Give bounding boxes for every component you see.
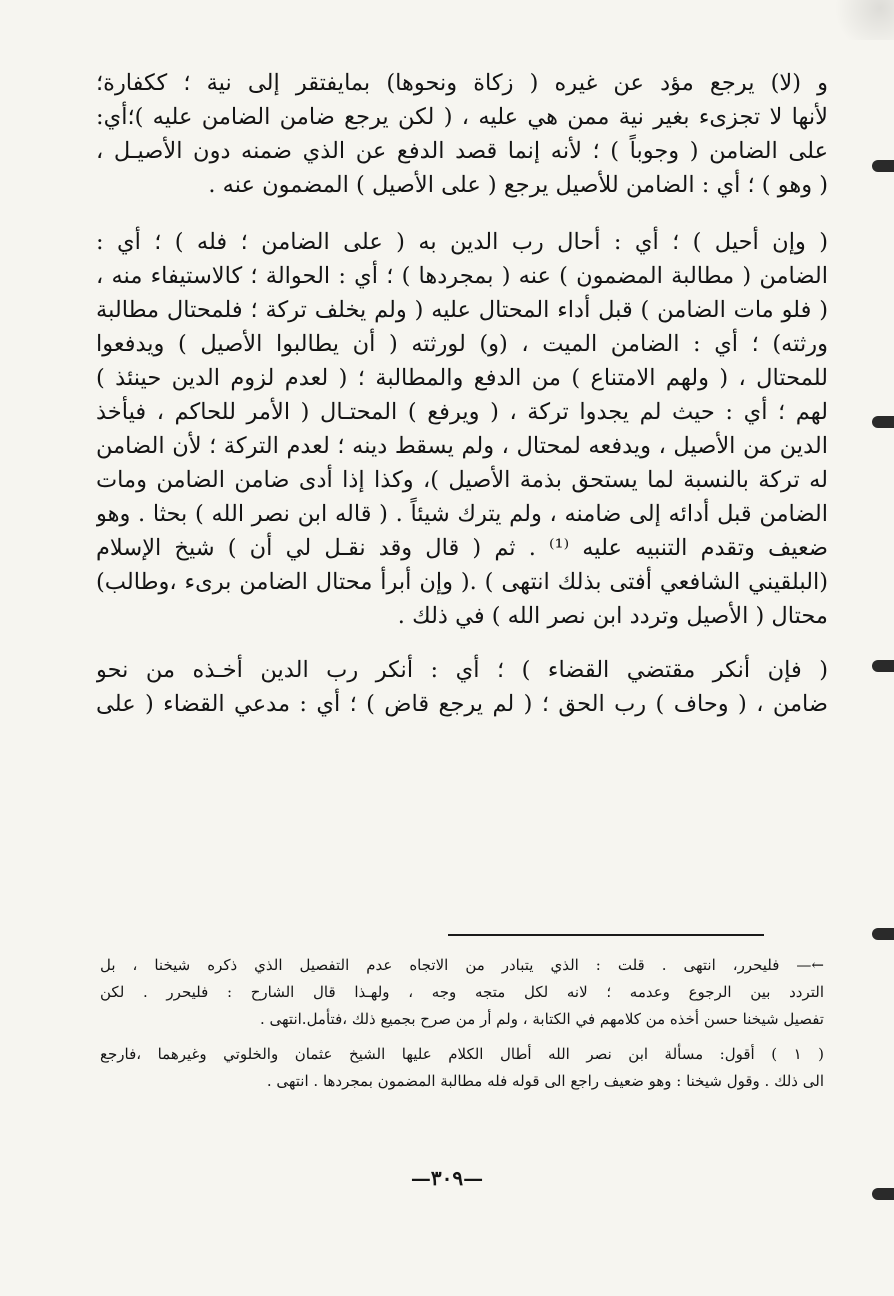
footnote-gap bbox=[100, 1033, 824, 1041]
text-line: للمحتال ، ( ولهم الامتناع ) من الدفع والمطالبة ؛ ( لعدم لزوم الدين حينئذ ) bbox=[96, 365, 828, 391]
text-line: ( وإن أحيل ) ؛ أي : أحال رب الدين به ( على الضامن ؛ فله ) ؛ أي : bbox=[96, 229, 828, 255]
page-number: —٣٠٩— bbox=[410, 1166, 484, 1190]
scan-edge-mark bbox=[872, 1188, 894, 1200]
paragraph-gap bbox=[96, 202, 828, 225]
scan-edge-mark bbox=[872, 660, 894, 672]
text-line: ( فلو مات الضامن ) قبل أداء المحتال عليه ( ولم يخلف تركة ؛ فلمحتال مطالبة bbox=[96, 297, 828, 323]
text-line: ضعيف وتقدم التنبيه عليه ⁽¹⁾ . ثم ( قال وقد نقـل لي أن ) شيخ الإسلام bbox=[96, 535, 828, 561]
text-line: الدين من الأصيل ، ويدفعه لمحتال ، ولم يسقط دينه ؛ لعدم التركة ؛ لأن الضامن bbox=[96, 433, 828, 459]
footnote-line: تفصيل شيخنا حسن أخذه من كلامهم في الكتابة ، ولم أر من صرح بجميع ذلك ،فتأمل.انتهى . bbox=[259, 1010, 824, 1028]
text-line: الضامن ( مطالبة المضمون ) عنه ( بمجردها ) ؛ أي : الحوالة ؛ كالاستيفاء منه ، bbox=[96, 263, 828, 289]
text-line: و (لا) يرجع مؤد عن غيره ( زكاة ونحوها) بمايفتقر إلى نية ؛ ككفارة؛ bbox=[96, 70, 828, 96]
footnote-line: ←— فليحرر، انتهى . قلت : الذي يتبادر من الاتجاه عدم التفصيل الذي ذكره شيخنا ، بل bbox=[100, 956, 824, 974]
paragraph-gap bbox=[96, 633, 828, 653]
text-line: ( فإن أنكر مقتضي القضاء ) ؛ أي : أنكر رب الدين أخـذه من نحو bbox=[96, 657, 828, 683]
text-line: لأنها لا تجزىء بغير نية ممن هي عليه ، ( لكن يرجع ضامن الضامن عليه )؛أي: bbox=[96, 104, 828, 130]
text-line: محتال ( الأصيل وتردد ابن نصر الله ) في ذلك . bbox=[397, 603, 828, 629]
text-line: لهم ؛ أي : حيث لم يجدوا تركة ، ( ويرفع ) المحتـال ( الأمر للحاكم ، فيأخذ bbox=[96, 399, 828, 425]
footnote-line: الى ذلك . وقول شيخنا : وهو ضعيف راجع الى قوله فله مطالبة المضمون بمجردها . انتهى . bbox=[266, 1072, 824, 1090]
text-line: الضامن قبل أدائه إلى ضامنه ، ولم يترك شيئاً . ( قاله ابن نصر الله ) بحثا . وهو bbox=[96, 501, 828, 527]
footnote-line: ( ١ ) أقول: مسألة ابن نصر الله أطال الكلام عليها الشيخ عثمان والخلوتي وغيرهما ،فارجع bbox=[100, 1045, 824, 1063]
scan-edge-mark bbox=[872, 160, 894, 172]
scan-noise bbox=[824, 0, 894, 40]
main-text bbox=[96, 66, 828, 721]
text-line: له تركة بالنسبة لما يستحق بذمة الأصيل )، وكذا إذا أدى ضامن الضامن ومات bbox=[96, 467, 828, 493]
scan-edge-mark bbox=[872, 928, 894, 940]
footnote-line: التردد بين الرجوع وعدمه ؛ لانه لكل متجه وجه ، ولهـذا قال الشارح : فليحرر . لكن bbox=[100, 983, 824, 1001]
text-line: (البلقيني الشافعي أفتى بذلك انتهى ) .( وإن أبرأ محتال الضامن برىء ،وطالب) bbox=[96, 569, 828, 595]
text-line: ورثته) ؛ أي : الضامن الميت ، (و) لورثته ( أن يطالبوا الأصيل ) ويدفعوا bbox=[96, 331, 828, 357]
text-line: على الضامن ( وجوباً ) ؛ لأنه إنما قصد الدفع عن الذي ضمنه دون الأصيـل ، bbox=[96, 138, 828, 164]
footnote-divider bbox=[448, 934, 764, 936]
text-line: ضامن ، ( وحاف ) رب الحق ؛ ( لم يرجع قاض ) ؛ أي : مدعي القضاء ( على bbox=[96, 691, 828, 717]
text-line: ( وهو ) ؛ أي : الضامن للأصيل يرجع ( على الأصيل ) المضمون عنه . bbox=[208, 172, 828, 198]
footnotes bbox=[100, 952, 824, 1095]
scan-edge-mark bbox=[872, 416, 894, 428]
